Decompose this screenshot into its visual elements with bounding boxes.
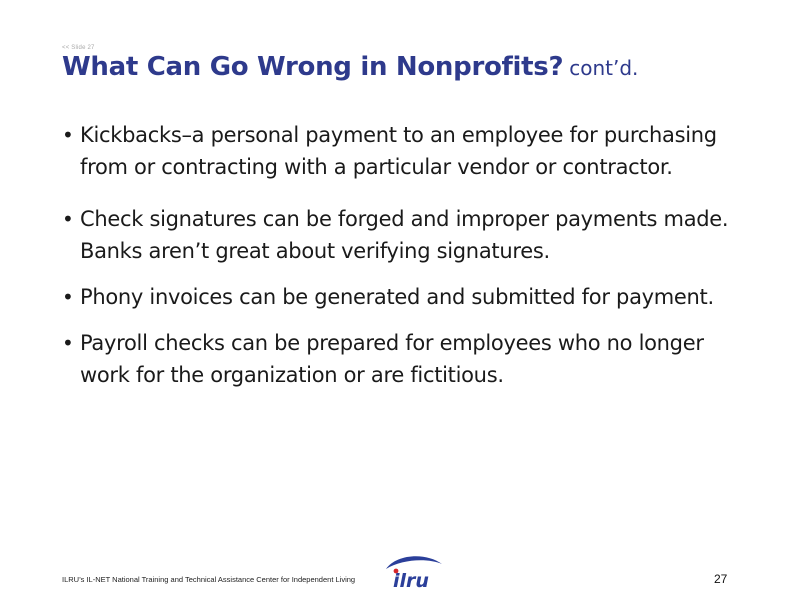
logo-text: ilru: [393, 570, 429, 592]
bullet-symbol: •: [62, 285, 74, 309]
slide-tag: << Slide 27: [62, 45, 95, 51]
footer-org-text: ILRU’s IL-NET National Training and Technical Assistance Center for Independent Living: [62, 575, 356, 584]
ilru-logo: [382, 552, 446, 592]
page-title: [62, 52, 638, 82]
bullet-symbol: •: [62, 207, 74, 231]
bullet-text: Phony invoices can be generated and submitted for payment.: [80, 285, 714, 309]
bullet-item: [62, 203, 742, 267]
bullet-symbol: •: [62, 331, 74, 355]
bullet-text: Payroll checks can be prepared for employees who no longer work for the organization or are fictitious.: [80, 331, 704, 387]
bullet-item: [62, 327, 742, 391]
title-main: What Can Go Wrong in Nonprofits?: [62, 52, 564, 82]
logo-swoosh: [386, 556, 442, 569]
bullet-list: [62, 119, 742, 391]
page-number: 27: [714, 572, 728, 586]
bullet-symbol: •: [62, 123, 74, 147]
bullet-item: [62, 119, 742, 183]
bullet-text: Check signatures can be forged and improper payments made. Banks aren’t great about verifying signatures.: [80, 207, 729, 263]
bullet-item: [62, 281, 742, 313]
bullet-text: Kickbacks–a personal payment to an employee for purchasing from or contracting with a particular vendor or contractor.: [80, 123, 717, 179]
title-continued: cont’d.: [569, 56, 639, 80]
